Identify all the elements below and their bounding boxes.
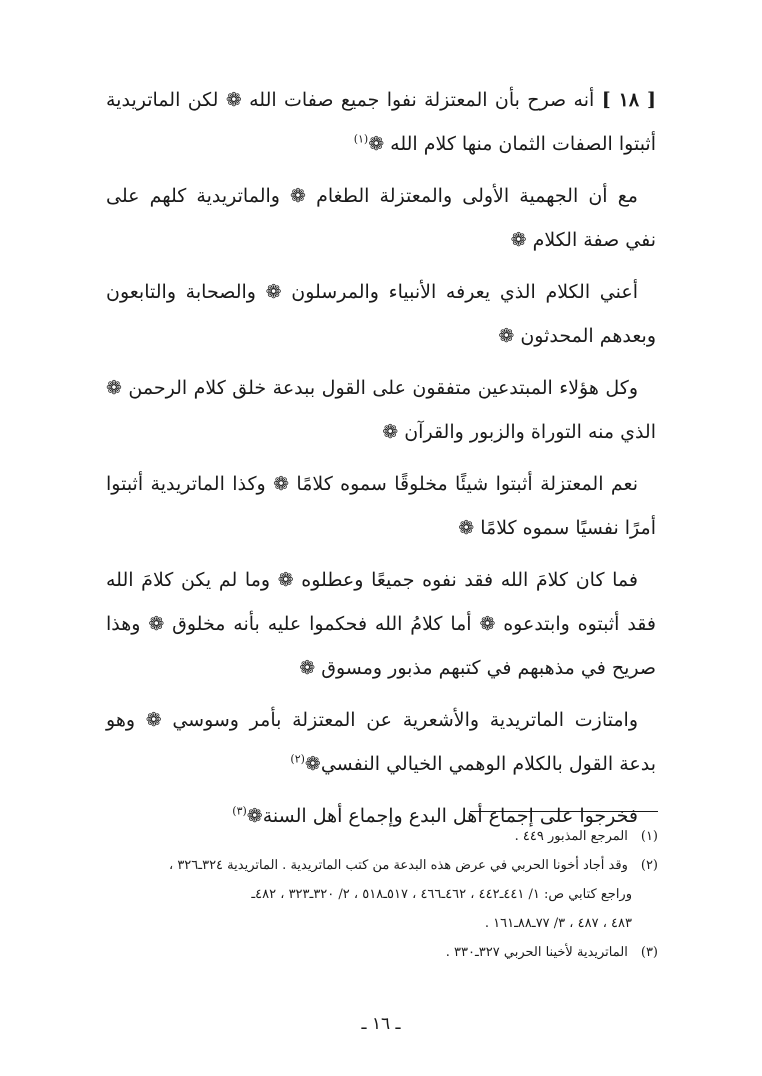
paragraph-3-text: أعني الكلام الذي يعرفه الأنبياء والمرسلون ❁ والصحابة والتابعون وبعدهم المحدثون ❁ [106,281,656,347]
footnote-2-continuation-1 [90,880,658,909]
footnote-1-number: (١) [640,829,658,844]
footnote-2-continuation-2 [90,909,658,938]
paragraph-7-text: وامتازت الماتريدية والأشعرية عن المعتزلة بأمر وسوسي ❁ وهو بدعة القول بالكلام الوهمي الخيالي النفسي❁ [106,709,656,775]
footnote-separator [470,811,658,812]
section-number: [ ١٨ ] [601,89,656,111]
paragraph-1 [106,78,656,166]
paragraph-6-text: فما كان كلامَ الله فقد نفوه جميعًا وعطلوه ❁ وما لم يكن كلامَ الله فقد أثبتوه وابتدعوه ❁ أما كلامُ الله فحكموا عليه بأنه مخلوق ❁ وهذا صريح في مذهبهم في كتبهم مذبور ومسوق ❁ [106,569,656,679]
footnote-2-number: (٢) [640,858,658,873]
paragraph-4-text: وكل هؤلاء المبتدعين متفقون على القول ببدعة خلق كلام الرحمن ❁ الذي منه التوراة والزبور والقرآن ❁ [106,377,656,443]
footnote-ref-3[interactable]: (٣) [232,804,247,818]
paragraph-4 [106,366,656,454]
paragraph-1-text: أنه صرح بأن المعتزلة نفوا جميع صفات الله ❁ لكن الماتريدية أثبتوا الصفات الثمان منها كلام الله ❁ [106,89,656,155]
paragraph-3 [106,270,656,358]
footnote-2 [90,851,658,880]
paragraph-8-text: فخرجوا على إجماع أهل البدع وإجماع أهل السنة❁ [246,805,638,827]
paragraph-7 [106,698,656,786]
footnote-3-number: (٣) [640,945,658,960]
paragraph-6 [106,558,656,690]
footnote-3 [90,938,658,967]
page-number: ـ ١٦ ـ [361,1014,401,1034]
footnote-ref-2[interactable]: (٢) [290,752,305,766]
footnote-1-text: المرجع المذبور ٤٤٩ . [514,829,628,844]
paragraph-2 [106,174,656,262]
footnote-3-text: الماتريدية لأخينا الحربي ٣٢٧ـ٣٣٠ . [445,945,628,960]
paragraph-5-text: نعم المعتزلة أثبتوا شيئًا مخلوقًا سموه كلامًا ❁ وكذا الماتريدية أثبتوا أمرًا نفسيًا سموه كلامًا ❁ [106,473,656,539]
paragraph-2-text: مع أن الجهمية الأولى والمعتزلة الطغام ❁ والماتريدية كلهم على نفي صفة الكلام ❁ [106,185,656,251]
footnote-ref-1[interactable]: (١) [353,132,369,146]
paragraph-5 [106,462,656,550]
footnote-2-line-2: وراجع كتابي ص: ١/ ٤٤١ـ٤٤٢ ، ٤٦٢ـ٤٦٦ ، ٥١٧ـ٥١٨ ، ٢/ ٣٢٠ـ٣٢٣ ، ٤٨٢ـ [251,887,632,902]
footnote-1 [90,822,658,851]
footnote-2-line-3: ٤٨٣ ، ٤٨٧ ، ٣/ ٧٧ـ٨٨ـ١٦١ . [484,916,632,931]
footnotes [90,822,658,967]
footnote-2-line-1: وقد أجاد أخونا الحربي في عرض هذه البدعة من كتب الماتريدية . الماتريدية ٣٢٤ـ٣٢٦ ، [169,858,628,873]
main-text [106,78,656,846]
